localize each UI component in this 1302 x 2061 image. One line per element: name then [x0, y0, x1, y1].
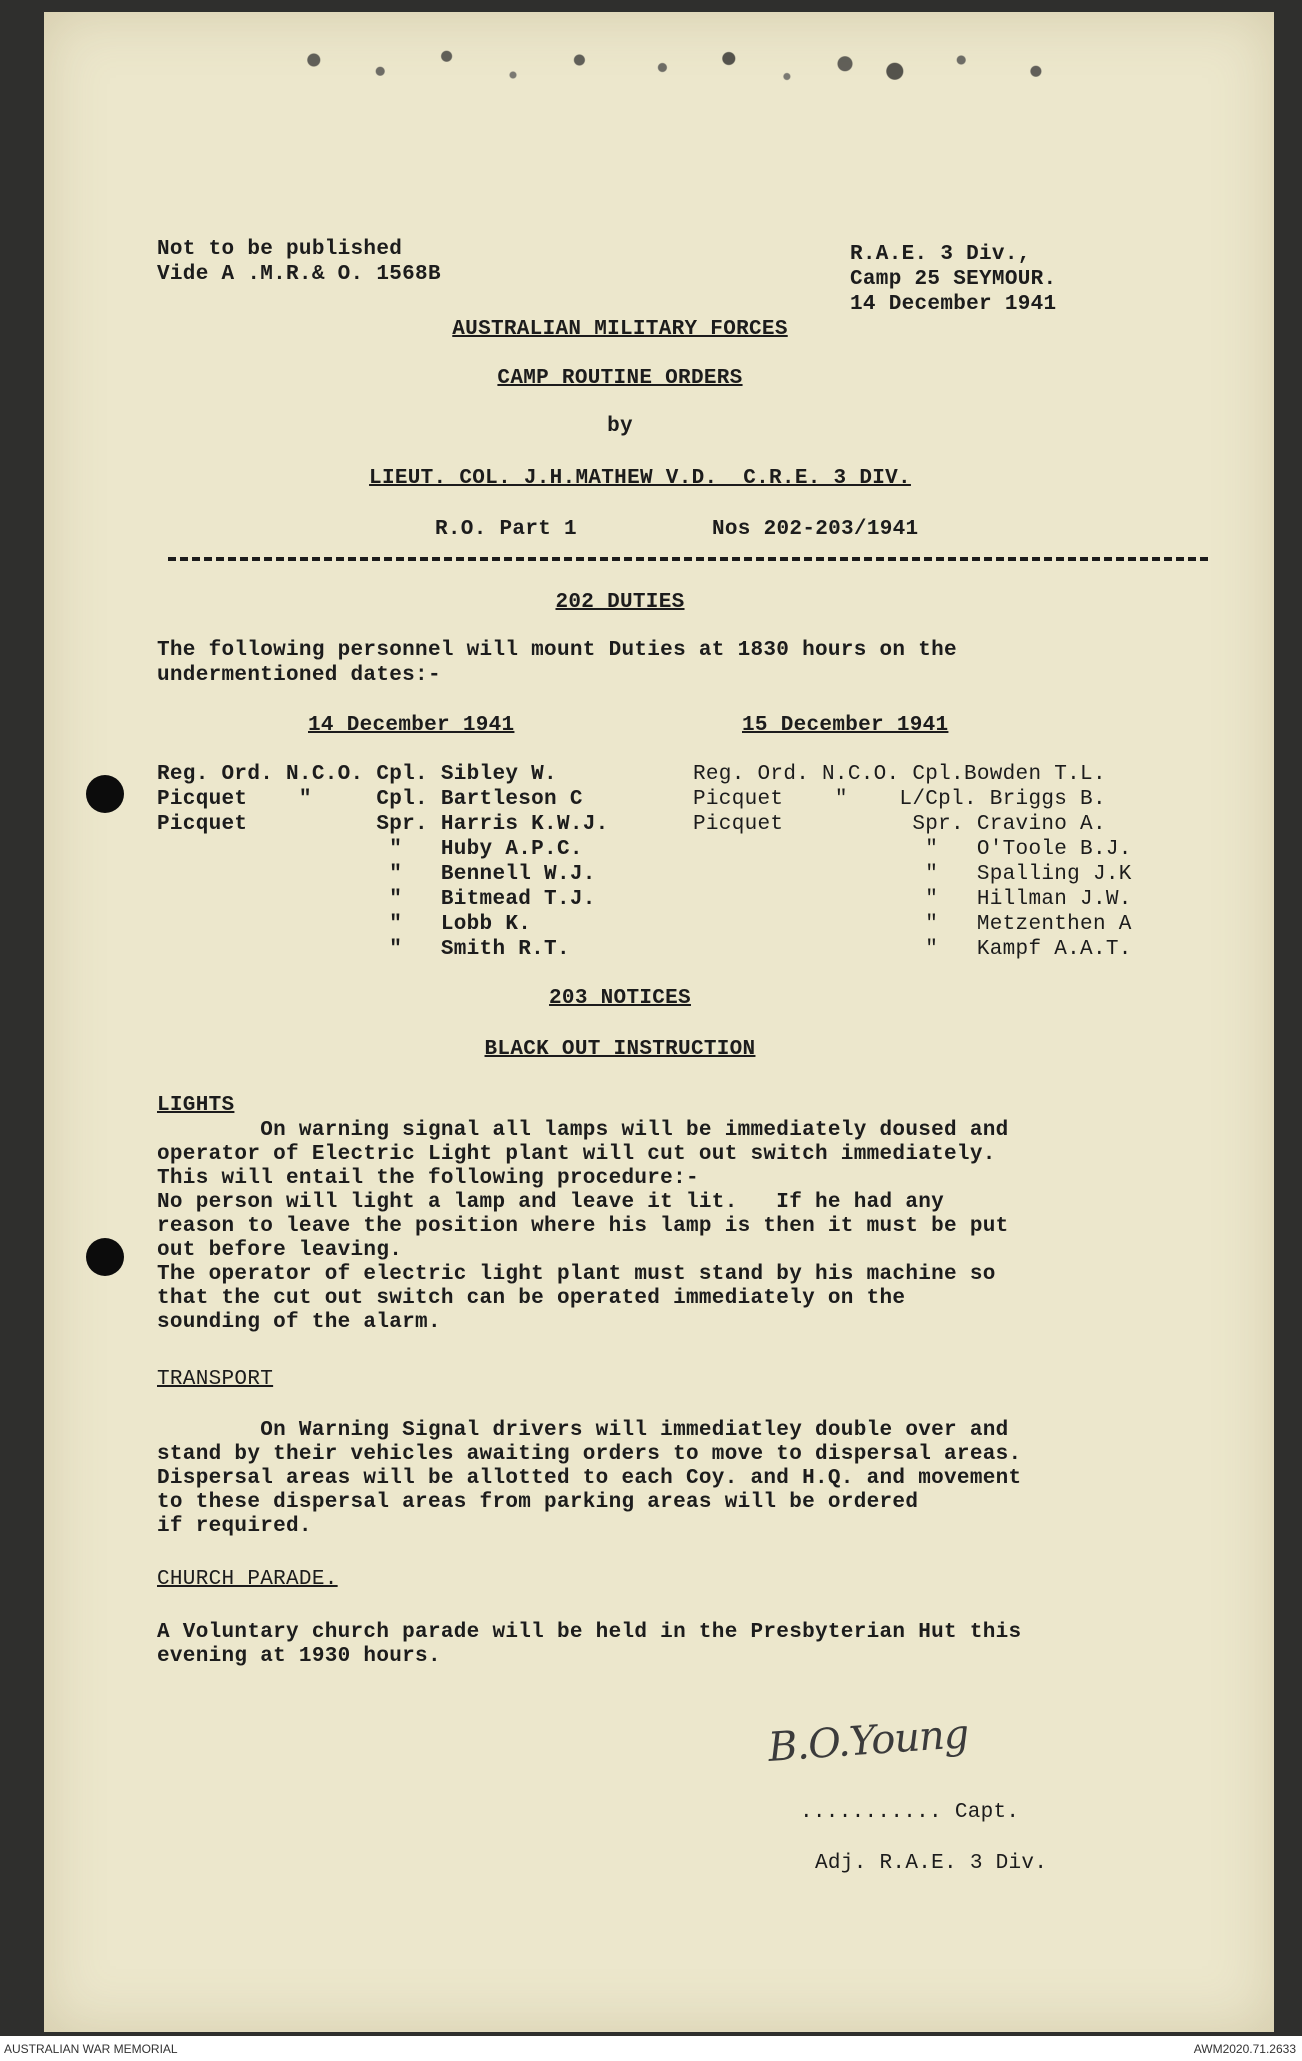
paragraph-line: operator of Electric Light plant will cut out switch immediately. — [157, 1143, 996, 1166]
paragraph-line: sounding of the alarm. — [157, 1311, 441, 1334]
camp-line: Camp 25 SEYMOUR. — [850, 268, 1057, 291]
paragraph-line: stand by their vehicles awaiting orders to move to dispersal areas. — [157, 1443, 1022, 1466]
paragraph-line: No person will light a lamp and leave it lit. If he had any — [157, 1191, 945, 1214]
duties-intro-2: undermentioned dates:- — [157, 664, 441, 687]
paragraph-line: to these dispersal areas from parking areas will be ordered — [157, 1491, 919, 1514]
paragraph-line: reason to leave the position where his lamp is then it must be put — [157, 1215, 1009, 1238]
roster-line: " Lobb K. — [157, 913, 532, 936]
punch-hole — [86, 1238, 124, 1276]
paragraph-line: evening at 1930 hours. — [157, 1645, 441, 1668]
roster-line: Reg. Ord. N.C.O. Cpl.Bowden T.L. — [693, 763, 1106, 786]
notices-heading: 203 NOTICES — [549, 987, 691, 1010]
duties-heading: 202 DUTIES — [555, 591, 685, 614]
roster-line: " Smith R.T. — [157, 938, 570, 961]
footer-accession-number: AWM2020.71.2633 — [1193, 2042, 1296, 2056]
by-line: by — [607, 415, 633, 438]
paragraph-line: if required. — [157, 1515, 312, 1538]
lights-heading: LIGHTS — [157, 1094, 235, 1117]
duties-intro-1: The following personnel will mount Duties at 1830 hours on the — [157, 639, 957, 662]
restriction-line-2: Vide A .M.R.& O. 1568B — [157, 263, 441, 286]
paragraph-line: that the cut out switch can be operated immediately on the — [157, 1287, 906, 1310]
separator-rule — [168, 557, 1208, 561]
signature-dots-capt: ........... Capt. — [800, 1801, 1020, 1824]
roster-line: " Spalling J.K — [693, 863, 1132, 886]
paragraph-line: out before leaving. — [157, 1239, 403, 1262]
paragraph-line: On Warning Signal drivers will immediatley double over and — [157, 1419, 1009, 1442]
restriction-line-1: Not to be published — [157, 238, 403, 261]
roster-line: " Bitmead T.J. — [157, 888, 596, 911]
punch-hole — [86, 775, 124, 813]
left-date-heading: 14 December 1941 — [308, 714, 515, 737]
force-title: AUSTRALIAN MILITARY FORCES — [452, 318, 788, 341]
paragraph-line: The operator of electric light plant must stand by his machine so — [157, 1263, 996, 1286]
archive-footer — [0, 2036, 1302, 2061]
roster-line: " Metzenthen A — [693, 913, 1132, 936]
paragraph-line: On warning signal all lamps will be immediately doused and — [157, 1119, 1009, 1142]
roster-line: Picquet " Cpl. Bartleson C — [157, 788, 583, 811]
orders-title: CAMP ROUTINE ORDERS — [497, 367, 743, 390]
handwritten-signature: B.O.Young — [766, 1711, 970, 1771]
header-date: 14 December 1941 — [850, 293, 1057, 316]
paragraph-line: A Voluntary church parade will be held in the Presbyterian Hut this — [157, 1621, 1022, 1644]
blackout-heading: BLACK OUT INSTRUCTION — [484, 1038, 756, 1061]
part-label: R.O. Part 1 — [435, 518, 577, 541]
adjutant-role: Adj. R.A.E. 3 Div. — [815, 1852, 1048, 1875]
roster-line: Picquet Spr. Harris K.W.J. — [157, 813, 609, 836]
transport-heading: TRANSPORT — [157, 1368, 274, 1391]
paragraph-line: Dispersal areas will be allotted to each Coy. and H.Q. and movement — [157, 1467, 1022, 1490]
right-date-heading: 15 December 1941 — [742, 714, 949, 737]
paragraph-line: This will entail the following procedure:- — [157, 1167, 699, 1190]
roster-line: Picquet Spr. Cravino A. — [693, 813, 1106, 836]
stain-marks — [264, 30, 1094, 105]
document-page — [44, 12, 1274, 2032]
roster-line: " Hillman J.W. — [693, 888, 1132, 911]
order-numbers: Nos 202-203/1941 — [712, 518, 919, 541]
roster-line: Picquet " L/Cpl. Briggs B. — [693, 788, 1106, 811]
roster-line: " O'Toole B.J. — [693, 838, 1132, 861]
footer-institution: AUSTRALIAN WAR MEMORIAL — [4, 2042, 178, 2056]
roster-line: " Kampf A.A.T. — [693, 938, 1132, 961]
officer-line: LIEUT. COL. J.H.MATHEW V.D. C.R.E. 3 DIV. — [369, 467, 911, 490]
roster-line: " Bennell W.J. — [157, 863, 596, 886]
unit-line: R.A.E. 3 Div., — [850, 243, 1031, 266]
roster-line: " Huby A.P.C. — [157, 838, 583, 861]
roster-line: Reg. Ord. N.C.O. Cpl. Sibley W. — [157, 763, 557, 786]
church-heading: CHURCH PARADE. — [157, 1568, 338, 1591]
